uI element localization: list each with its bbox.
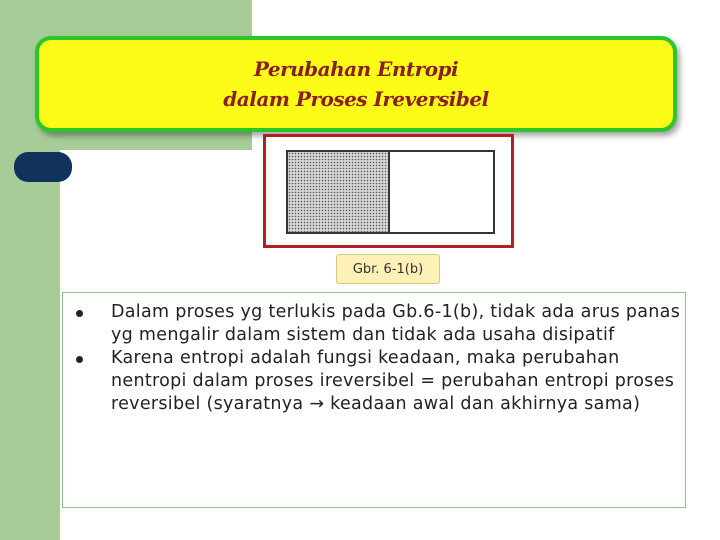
bullet-dot-icon [76,310,83,317]
bullet-list [63,301,681,416]
title-box [35,36,677,132]
title-line-1: Perubahan Entropi [253,57,459,81]
bullet-item [63,347,681,416]
bullet-text: Karena entropi adalah fungsi keadaan, maka perubahan nentropi dalam proses ireversibel = perubahan entropi proses reversibel (syaratnya → keadaan awal dan akhirnya sama) [111,348,675,414]
title-line-2: dalam Proses Ireversibel [223,87,489,111]
figure-gas-region [288,152,390,232]
bullet-text: Dalam proses yg terlukis pada Gb.6-1(b), tidak ada arus panas yg mengalir dalam sistem dan tidak ada usaha disipatif [111,302,681,345]
bullet-dot-icon [76,356,83,363]
figure-container-box [286,150,495,234]
content-box [62,292,686,508]
bullet-item [63,301,681,347]
figure-diagram [263,134,514,248]
decorative-navy-tab [14,152,72,182]
background-green-strip [0,150,60,540]
figure-caption: Gbr. 6-1(b) [336,254,440,284]
